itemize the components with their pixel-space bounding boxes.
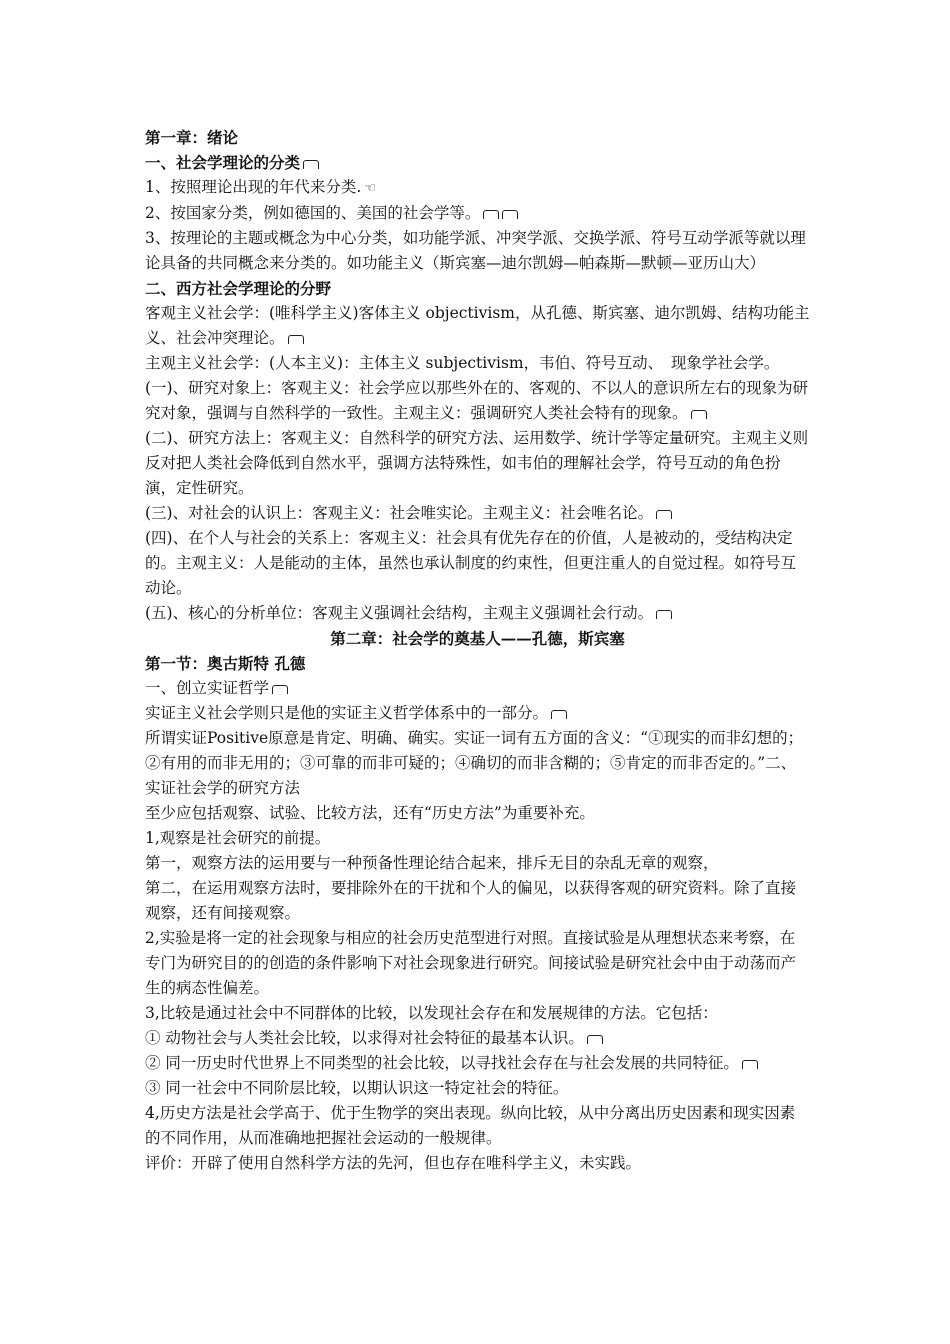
paragraph: 3、按理论的主题或概念为中心分类，如功能学派、冲突学派、交换学派、符号互动学派等就以理论具备的共同概念来分类的。如功能主义（斯宾塞—迪尔凯姆—帕森斯—默顿—亚历山大） (145, 229, 806, 272)
paragraph (145, 701, 810, 726)
paragraph-text: ① 动物社会与人类社会比较，以求得对社会特征的最基本认识。 (145, 1029, 584, 1047)
document-body (145, 125, 810, 1176)
paragraph-mark-icon (691, 410, 707, 419)
paragraph-text: ② 同一历史时代世界上不同类型的社会比较，以寻找社会存在与社会发展的共同特征。 (145, 1054, 739, 1072)
paragraph-mark-icon (502, 210, 518, 219)
paragraph: ③ 同一社会中不同阶层比较，以期认识这一特定社会的特征。 (145, 1079, 569, 1097)
paragraph-mark-icon (742, 1060, 758, 1069)
paragraph-mark-icon (656, 610, 672, 619)
section-1-heading (145, 150, 810, 175)
paragraph: (二)、研究方法上：客观主义：自然科学的研究方法、运用数学、统计学等定量研究。主观主义则反对把人类社会降低到自然水平，强调方法特殊性，如韦伯的理解社会学，符号互动的角色扮演，定性研究。 (145, 429, 809, 497)
paragraph-mark-icon (303, 160, 319, 169)
paragraph: 1,观察是社会研究的前提。 (145, 829, 331, 847)
paragraph-mark-icon (587, 1035, 603, 1044)
chapter-1-title: 第一章：绪论 (145, 128, 239, 147)
chapter-2-title: 第二章：社会学的奠基人——孔德，斯宾塞 (330, 629, 625, 648)
paragraph: 所谓实证Positive原意是肯定、明确、确实。实证一词有五方面的含义：“①现实的而非幻想的；②有用的而非无用的；③可靠的而非可疑的；④确切的而非含糊的；⑤肯定的而非否定的。”二、实证社会学的研究方法 (145, 729, 804, 797)
paragraph (145, 301, 810, 351)
paragraph: 至少应包括观察、试验、比较方法，还有“历史方法”为重要补充。 (145, 804, 595, 822)
paragraph (145, 175, 810, 201)
paragraph-text: (五)、核心的分析单位：客观主义强调社会结构，主观主义强调社会行动。 (145, 604, 654, 622)
paragraph: (四)、在个人与社会的关系上：客观主义：社会具有优先存在的价值，人是被动的，受结构决定的。主观主义：人是能动的主体，虽然也承认制度的约束性，但更注重人的自觉过程。如符号互动论。 (145, 529, 797, 597)
paragraph: 第一，观察方法的运用要与一种预备性理论结合起来，排斥无目的杂乱无章的观察， (145, 854, 719, 872)
paragraph-text: 主观主义社会学：(人本主义)：主体主义 subjectivism，韦伯、符号互动、 现象学社会学。 (一)、研究对象上：客观主义：社会学应以那些外在的、客观的、不以人的意识所左右的现象为研究对象，强调与自然科学的一致性。主观主义：强调研究人类社会特有的现象。 (145, 354, 809, 422)
paragraph (145, 201, 810, 226)
paragraph: 4,历史方法是社会学高于、优于生物学的突出表现。纵向比较，从中分离出历史因素和现实因素的不同作用，从而准确地把握社会运动的一般规律。 (145, 1104, 796, 1147)
paragraph-text: 实证主义社会学则只是他的实证主义哲学体系中的一部分。 (145, 704, 549, 722)
paragraph (145, 676, 810, 701)
chapter-2-section-1-title: 第一节：奥古斯特 孔德 (145, 654, 306, 673)
section-1-title: 一、社会学理论的分类 (145, 153, 301, 172)
paragraph-text: 客观主义社会学：(唯科学主义)客体主义 objectivism，从孔德、斯宾塞、迪尔凯姆、结构功能主义、社会冲突理论。 (145, 304, 810, 347)
paragraph-mark-icon (551, 710, 567, 719)
paragraph: 3,比较是通过社会中不同群体的比较，以发现社会存在和发展规律的方法。它包括： (145, 1004, 718, 1022)
paragraph-text: 2、按国家分类，例如德国的、美国的社会学等。 (145, 204, 481, 222)
paragraph-text: (三)、对社会的认识上：客观主义：社会唯实论。主观主义：社会唯名论。 (145, 504, 654, 522)
paragraph (145, 351, 810, 426)
paragraph-mark-icon (288, 335, 304, 344)
paragraph-text: 1、按照理论出现的年代来分类. (145, 178, 362, 196)
paragraph-text: 一、创立实证哲学 (145, 679, 270, 697)
paragraph-mark-icon (483, 210, 499, 219)
paragraph (145, 1026, 810, 1051)
paragraph-mark-icon (656, 510, 672, 519)
pointing-hand-icon: ☜ (364, 181, 376, 196)
paragraph (145, 501, 810, 526)
paragraph (145, 601, 810, 626)
paragraph: 第二，在运用观察方法时，要排除外在的干扰和个人的偏见，以获得客观的研究资料。除了直接观察，还有间接观察。 (145, 879, 797, 922)
paragraph: 2,实验是将一定的社会现象与相应的社会历史范型进行对照。直接试验是从理想状态来考察，在专门为研究目的的创造的条件影响下对社会现象进行研究。间接试验是研究社会中由于动荡而产生的病态性偏差。 (145, 929, 797, 997)
paragraph: 评价：开辟了使用自然科学方法的先河，但也存在唯科学主义，未实践。 (145, 1154, 642, 1172)
paragraph (145, 1051, 810, 1076)
section-2-title: 二、西方社会学理论的分野 (145, 279, 332, 298)
paragraph-mark-icon (272, 685, 288, 694)
